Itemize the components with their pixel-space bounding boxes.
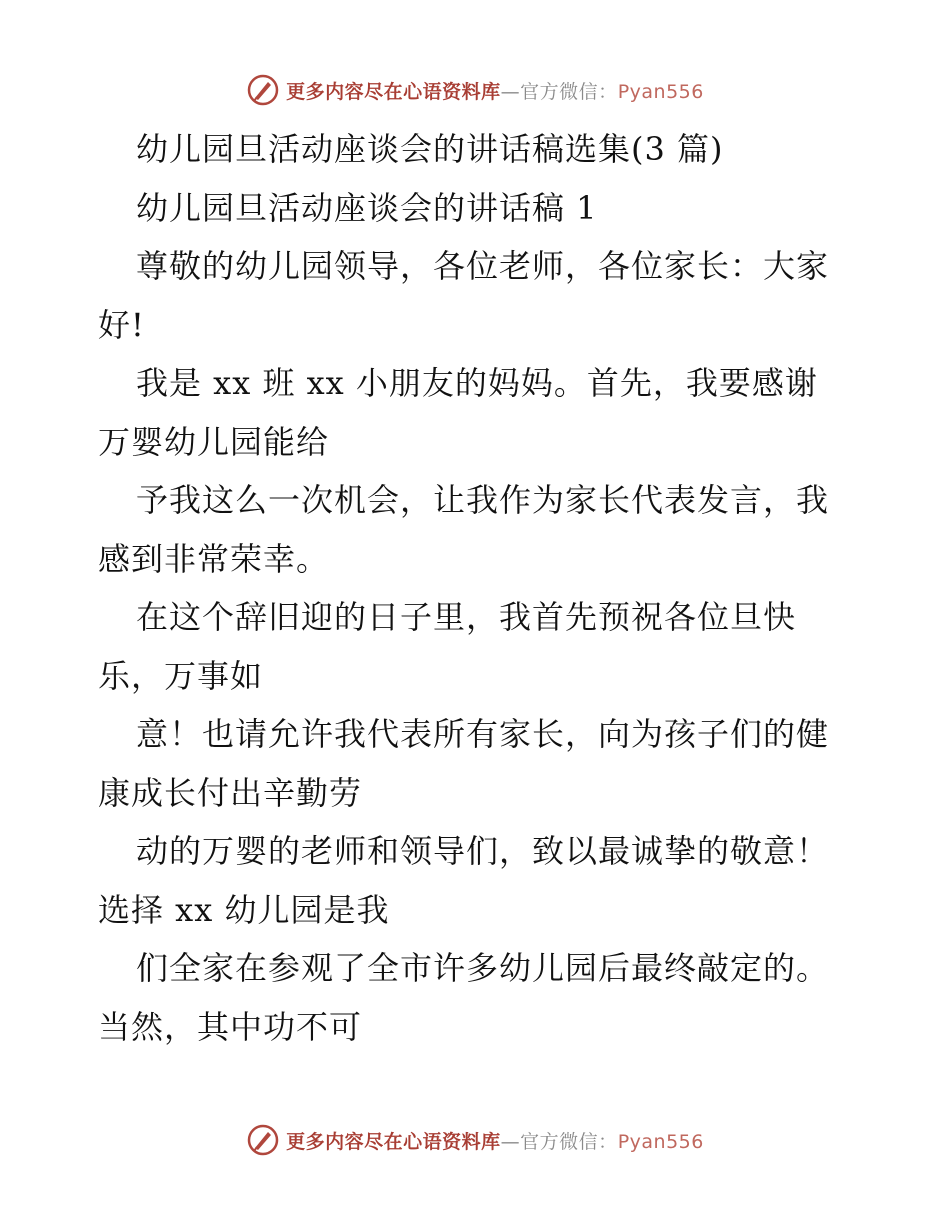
- paragraph-line: 选择 xx 幼儿园是我: [98, 890, 390, 929]
- paragraph-line: 乐，万事如: [98, 656, 264, 695]
- paragraph-line: 动的万婴的老师和领导们，致以最诚挚的敬意！: [136, 832, 830, 870]
- banner-wechat-id: Pyan556: [617, 1130, 704, 1153]
- paragraph-line: 感到非常荣幸。: [98, 539, 330, 578]
- banner-separator: —: [500, 80, 521, 103]
- banner-official: 官方微信：: [520, 1130, 618, 1153]
- section-heading: 幼儿园旦活动座谈会的讲话稿 1: [136, 188, 598, 227]
- banner-official: 官方微信：: [520, 80, 618, 103]
- paragraph-line: 意！也请允许我代表所有家长，向为孩子们的健: [136, 715, 830, 753]
- banner-brand: 更多内容尽在心语资料库: [286, 80, 501, 103]
- paragraph-line: 好!: [98, 305, 145, 344]
- banner-wechat-id: Pyan556: [617, 80, 704, 103]
- paragraph-line: 当然，其中功不可: [98, 1007, 363, 1046]
- document-title: 幼儿园旦活动座谈会的讲话稿选集(3 篇): [136, 130, 724, 168]
- banner-brand: 更多内容尽在心语资料库: [286, 1130, 501, 1153]
- footer-banner-text: [286, 1127, 704, 1154]
- document-body: [98, 120, 858, 1056]
- paragraph-line: 予我这么一次机会，让我作为家长代表发言，我: [136, 481, 830, 519]
- footer-banner: [0, 1120, 950, 1160]
- header-banner-text: [286, 77, 704, 104]
- paragraph-line: 尊敬的幼儿园领导，各位老师，各位家长：大家: [136, 247, 830, 285]
- paragraph-line: 我是 xx 班 xx 小朋友的妈妈。首先，我要感谢: [136, 364, 818, 402]
- quill-logo-icon: [246, 1123, 280, 1157]
- quill-logo-icon: [246, 73, 280, 107]
- paragraph-line: 万婴幼儿园能给: [98, 422, 330, 461]
- paragraph-line: 们全家在参观了全市许多幼儿园后最终敲定的。: [136, 949, 830, 987]
- banner-separator: —: [500, 1130, 521, 1153]
- paragraph-line: 康成长付出辛勤劳: [98, 773, 363, 812]
- header-banner: [0, 70, 950, 110]
- paragraph-line: 在这个辞旧迎的日子里，我首先预祝各位旦快: [136, 598, 797, 636]
